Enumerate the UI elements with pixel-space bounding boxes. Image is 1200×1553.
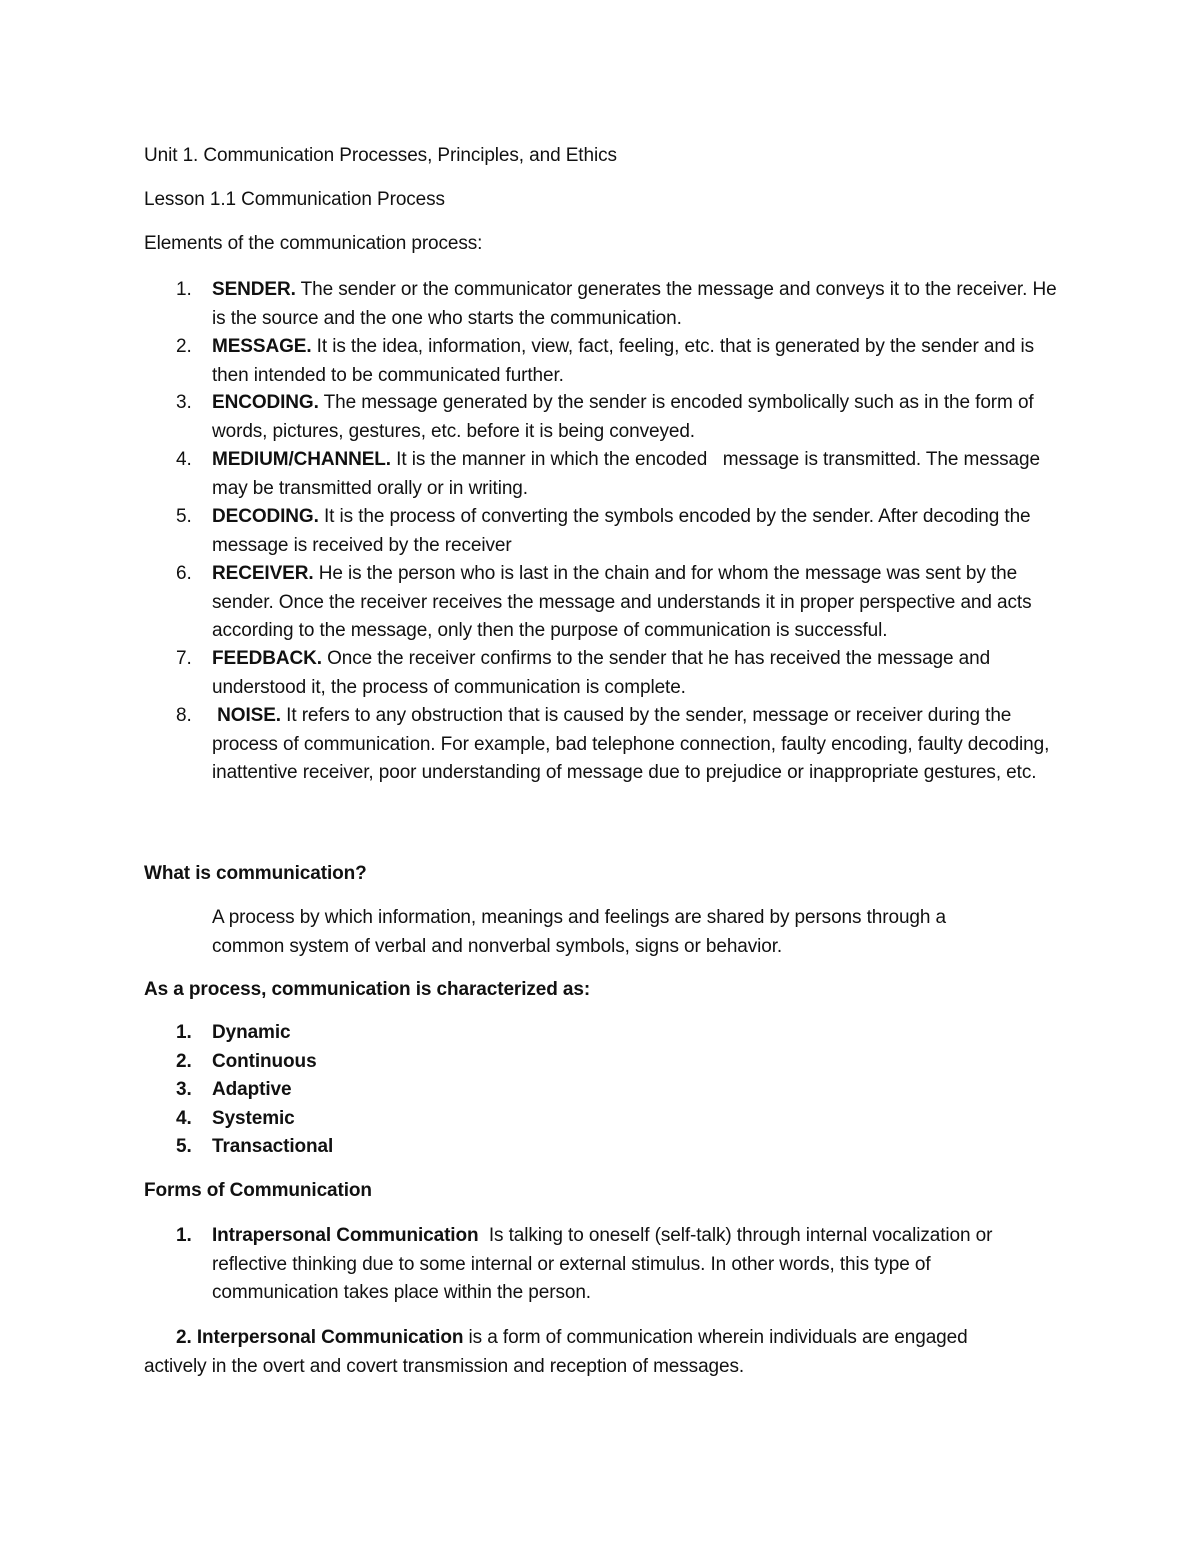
list-item xyxy=(212,446,1072,503)
what-definition: A process by which information, meanings and feelings are shared by persons through a common system of verbal and nonverbal symbols, signs or behavior. xyxy=(212,907,946,957)
list-item: Adaptive xyxy=(212,1079,292,1100)
list-item: Dynamic xyxy=(212,1022,291,1043)
list-item: Continuous xyxy=(212,1051,317,1072)
form-2-paragraph xyxy=(144,1324,1024,1381)
list-item-number: 7. xyxy=(176,648,192,669)
list-item-term: FEEDBACK. xyxy=(212,648,322,669)
list-item xyxy=(212,560,1042,646)
list-item xyxy=(212,702,1052,788)
list-item-term: ENCODING. xyxy=(212,392,319,413)
list-item-term: MEDIUM/CHANNEL. xyxy=(212,449,391,470)
elements-intro: Elements of the communication process: xyxy=(144,233,483,254)
list-item-text: He is the person who is last in the chain and for whom the message was sent by the sender. Once the receiver receives the message and understands it in proper perspective and acts according to the message, only then the purpose of communication is successful. xyxy=(212,563,1032,642)
list-item-number: 5. xyxy=(176,506,192,527)
list-item-text: It is the process of converting the symbols encoded by the sender. After decoding the message is received by the receiver xyxy=(212,506,1031,556)
form-2-number: 2. xyxy=(176,1327,192,1348)
process-heading: As a process, communication is characterized as: xyxy=(144,979,591,1000)
list-item: Transactional xyxy=(212,1136,334,1157)
list-item-term: DECODING. xyxy=(212,506,319,527)
what-heading: What is communication? xyxy=(144,863,367,884)
list-item-text: Is talking to oneself (self-talk) through internal vocalization or reflective thinking due to some internal or external stimulus. In other words, this type of communication takes place within the person. xyxy=(212,1225,998,1304)
list-item-number: 8. xyxy=(176,705,192,726)
list-item-number: 4. xyxy=(176,1108,192,1129)
list-item-term: SENDER. xyxy=(212,279,296,300)
list-item-number: 6. xyxy=(176,563,192,584)
unit-title: Unit 1. Communication Processes, Principles, and Ethics xyxy=(144,145,617,166)
list-item-text: The message generated by the sender is encoded symbolically such as in the form of words, pictures, gestures, etc. before it is being conveyed. xyxy=(212,392,1034,442)
list-item xyxy=(212,503,1072,560)
list-item-number: 2. xyxy=(176,336,192,357)
lesson-title: Lesson 1.1 Communication Process xyxy=(144,189,445,210)
list-item-term: Intrapersonal Communication xyxy=(212,1225,479,1246)
list-item-text: Once the receiver confirms to the sender that he has received the message and understood it, the process of communication is complete. xyxy=(212,648,991,698)
list-item-number: 5. xyxy=(176,1136,192,1157)
list-item-number: 1. xyxy=(176,1022,192,1043)
list-item-number: 1. xyxy=(176,279,192,300)
list-item-number: 3. xyxy=(176,1079,192,1100)
list-item-text: It refers to any obstruction that is caused by the sender, message or receiver during the process of communication. For example, bad telephone connection, faulty encoding, faulty decoding, inattentive receiver, poor understanding of message due to prejudice or inappropriate gestures, etc. xyxy=(212,705,1050,784)
list-item-number: 1. xyxy=(176,1225,192,1246)
list-item-term: MESSAGE. xyxy=(212,336,312,357)
list-item xyxy=(212,389,1072,446)
list-item xyxy=(212,276,1072,333)
form-2-term: Interpersonal Communication xyxy=(196,1327,464,1348)
list-item-term: RECEIVER. xyxy=(212,563,314,584)
list-item-text: It is the manner in which the encoded message is transmitted. The message may be transmitted orally or in writing. xyxy=(212,449,1046,499)
list-item-term: NOISE. xyxy=(212,705,281,726)
forms-heading: Forms of Communication xyxy=(144,1180,372,1201)
list-item-text: It is the idea, information, view, fact, feeling, etc. that is generated by the sender and is then intended to be communicated further. xyxy=(212,336,1035,386)
list-item xyxy=(212,1222,1042,1308)
list-item-number: 2. xyxy=(176,1051,192,1072)
list-item-text: The sender or the communicator generates the message and conveys it to the receiver. He is the source and the one who starts the communication. xyxy=(212,279,1057,329)
form-2-text: is a form of communication wherein individuals are engaged actively in the overt and covert transmission and reception of messages. xyxy=(144,1327,968,1377)
list-item-number: 4. xyxy=(176,449,192,470)
list-item xyxy=(212,333,1072,390)
list-item: Systemic xyxy=(212,1108,295,1129)
list-item-number: 3. xyxy=(176,392,192,413)
list-item xyxy=(212,645,1072,702)
